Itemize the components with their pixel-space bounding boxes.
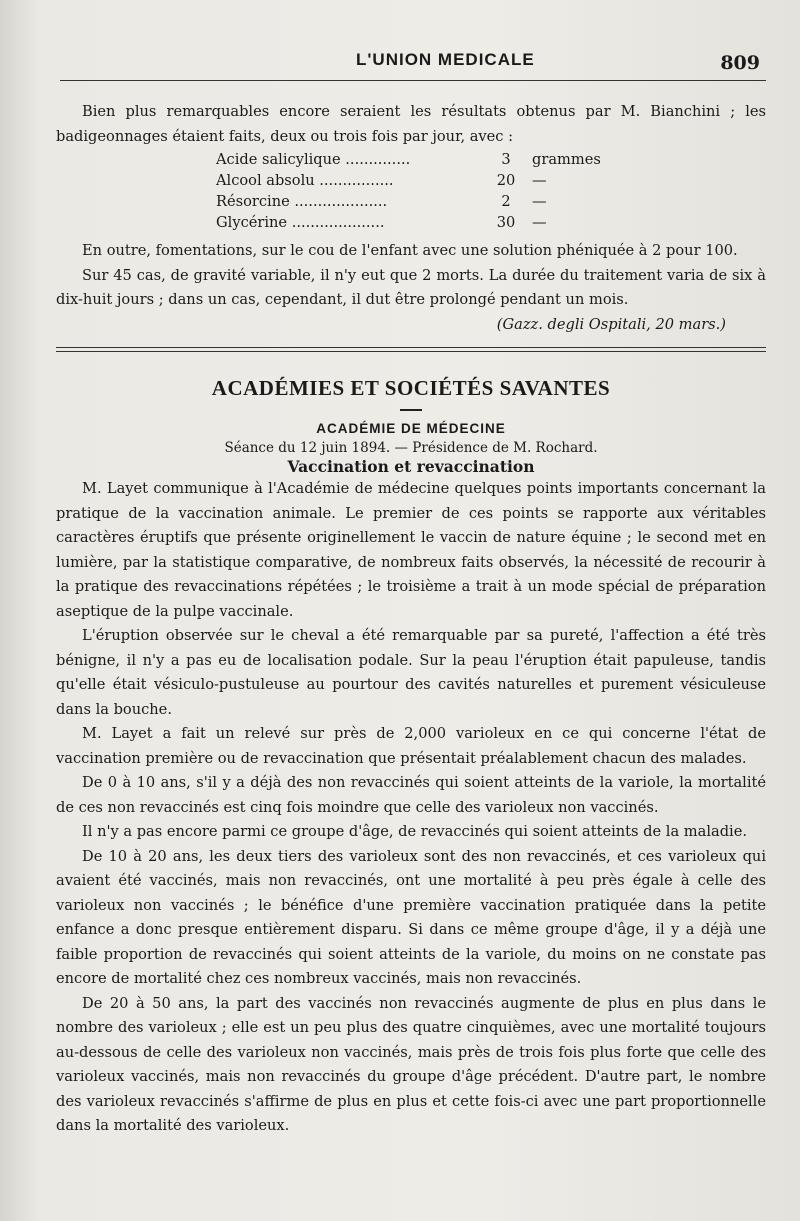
paragraph-bianchini: Bien plus remarquables encore seraient les résultats obtenus par M. Bianchini ; les badigeonnages étaient faits, deux ou trois fois par jour, avec : bbox=[56, 103, 766, 145]
source-citation-text: (Gazz. degli Ospitali, 20 mars.) bbox=[496, 315, 726, 333]
page-number: 809 bbox=[720, 52, 760, 74]
section-title: ACADÉMIES ET SOCIÉTÉS SAVANTES bbox=[211, 376, 611, 400]
ingredient-unit: — bbox=[532, 172, 547, 189]
page-header bbox=[56, 0, 766, 78]
ingredient-name: Résorcine .................... bbox=[216, 193, 388, 210]
recipe-list bbox=[216, 149, 636, 233]
ingredient-qty: 30 bbox=[496, 214, 516, 231]
paragraph-results: Sur 45 cas, de gravité variable, il n'y eut que 2 morts. La durée du traitement varia de six à dix-huit jours ; dans un cas, cependant, il dut être prolongé pendant un mois. bbox=[56, 266, 766, 308]
recipe-row bbox=[216, 212, 636, 233]
ingredient-name: Alcool absolu ................ bbox=[216, 172, 394, 189]
section-divider bbox=[56, 347, 766, 352]
title-underline bbox=[400, 409, 422, 411]
paragraph-eruption: L'éruption observée sur le cheval a été remarquable par sa pureté, l'affection a été très bénigne, il n'y a pas eu de localisation podale. Sur la peau l'éruption était papuleuse, tandis qu'elle était vésiculo-pustuleuse au pourtour des cavités naturelles et purement vésiculeuse dans la bouche. bbox=[56, 627, 766, 718]
academy-heading: ACADÉMIE DE MÉDECINE bbox=[316, 421, 506, 436]
recipe-row bbox=[216, 191, 636, 212]
ingredient-qty: 20 bbox=[496, 172, 516, 189]
header-rule bbox=[60, 80, 766, 81]
session-line: Séance du 12 juin 1894. — Présidence de M. Rochard. bbox=[224, 440, 598, 456]
ingredient-qty: 2 bbox=[501, 193, 511, 210]
running-title: L'UNION MEDICALE bbox=[356, 50, 535, 69]
recipe-row bbox=[216, 170, 636, 191]
ingredient-name: Acide salicylique .............. bbox=[216, 151, 411, 168]
ingredient-unit: — bbox=[532, 193, 547, 210]
source-citation bbox=[56, 313, 766, 338]
paragraph-releve: M. Layet a fait un relevé sur près de 2,000 varioleux en ce qui concerne l'état de vaccination première ou de revaccination que présentait préalablement chacun des malades. bbox=[56, 725, 766, 767]
paragraph-age-10-20: De 10 à 20 ans, les deux tiers des varioleux sont des non revaccinés, et ces varioleux qui avaient été vaccinés, mais non revaccinés, ont une mortalité à peu près égale à celle des varioleux non vaccinés ; le bénéfice d'une première vaccination pratiquée dans la petite enfance a donc presque entièrement disparu. Si dans ce même groupe d'âge, il y a déjà une faible proportion de revaccinés qui soient atteints de la variole, du moins on ne constate pas encore de mortalité chez ces nombreux vaccinés, mais non revaccinés. bbox=[56, 847, 766, 987]
ingredient-name: Glycérine .................... bbox=[216, 214, 385, 231]
paragraph-age-20-50: De 20 à 50 ans, la part des vaccinés non revaccinés augmente de plus en plus dans le nombre des varioleux ; elle est un peu plus des quatre cinquièmes, avec une mortalité toujours au-dessous de celle des varioleux non vaccinés, mais près de trois fois plus forte que celle des varioleux vaccinés, mais non revaccinés du groupe d'âge précédent. D'autre part, le nombre des varioleux revaccinés s'affirme de plus en plus et cette fois-ci avec une part proportionnelle dans la mortalité des varioleux. bbox=[56, 994, 766, 1134]
ingredient-unit: — bbox=[532, 214, 547, 231]
recipe-row bbox=[216, 149, 636, 170]
topic-heading: Vaccination et revaccination bbox=[287, 457, 535, 476]
paragraph-no-revaccinated: Il n'y a pas encore parmi ce groupe d'âge, de revaccinés qui soient atteints de la maladie. bbox=[82, 823, 747, 840]
ingredient-qty: 3 bbox=[501, 151, 511, 168]
paragraph-fomentations: En outre, fomentations, sur le cou de l'enfant avec une solution phéniquée à 2 pour 100. bbox=[82, 242, 738, 259]
ingredient-unit: grammes bbox=[532, 151, 601, 168]
paragraph-layet-intro: M. Layet communique à l'Académie de médecine quelques points importants concernant la pratique de la vaccination animale. Le premier de ces points se rapporte aux véritables caractères éruptifs que présente originellement le vaccin de nature équine ; le second met en lumière, par la statistique comparative, de nombreux faits observés, la nécessité de recourir à la pratique des revaccinations répétées ; le troisième a trait à un mode spécial de préparation aseptique de la pulpe vaccinale. bbox=[56, 480, 766, 620]
paragraph-age-0-10: De 0 à 10 ans, s'il y a déjà des non revaccinés qui soient atteints de la variole, la mortalité de ces non revaccinés est cinq fois moindre que celle des varioleux non vaccinés. bbox=[56, 774, 766, 816]
